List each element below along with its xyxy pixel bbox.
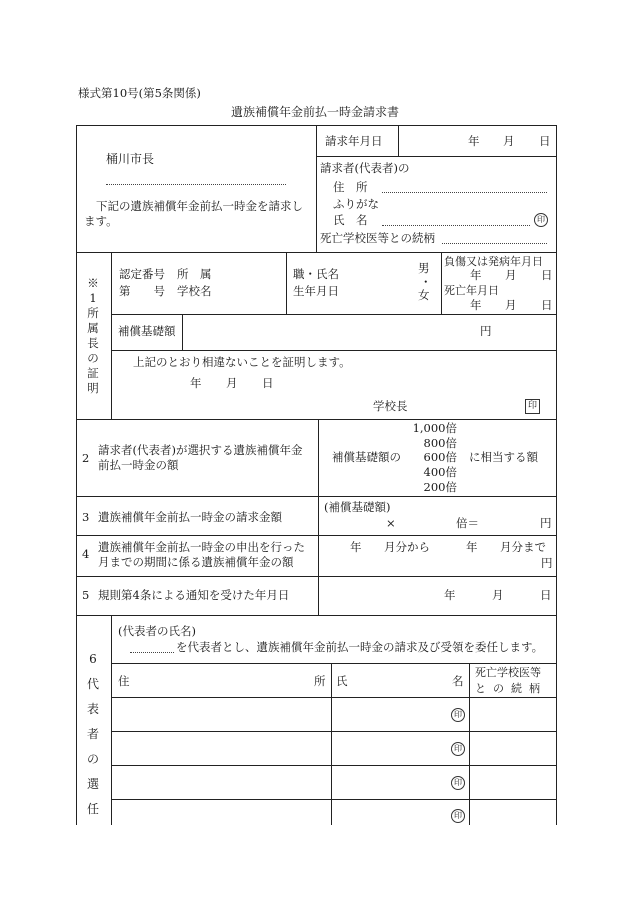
col-relation-1: 死亡学校医等 — [475, 666, 541, 679]
form-title: 遺族補償年金前払一時金請求書 — [230, 105, 399, 119]
addressee: 桶川市長 — [106, 152, 155, 166]
section3-multiplier-field[interactable] — [400, 514, 452, 530]
multiplier-800[interactable]: 800倍 — [423, 436, 457, 450]
rep-row-4-name[interactable] — [334, 802, 444, 824]
rep-row-3-address[interactable] — [114, 768, 328, 796]
rep-row-1-address[interactable] — [114, 700, 328, 728]
section3-times: × — [386, 516, 396, 530]
gender-separator: ・ — [420, 275, 432, 289]
section3-yen: 円 — [540, 516, 552, 530]
rep-row-4-address[interactable] — [114, 802, 328, 824]
rep-row-2-seal-icon: 印 — [451, 742, 465, 756]
rep-row-2-name[interactable] — [334, 734, 444, 762]
section1-side-label: ※1 所属長の証明 — [87, 276, 99, 395]
rep-row-1-name[interactable] — [334, 700, 444, 728]
request-date-label: 請求年月日 — [325, 134, 383, 148]
rep-name-label: (代表者の氏名) — [118, 624, 196, 638]
principal-label: 学校長 — [373, 399, 408, 413]
rep-row-3-seal-icon: 印 — [451, 776, 465, 790]
section5-year: 年 — [444, 588, 456, 602]
request-text: 下記の遺族補償年金前払一時金を請求します。 — [84, 199, 303, 228]
section4-to-text: 月分まで — [500, 540, 546, 554]
relation-label: 死亡学校医等との続柄 — [320, 231, 435, 245]
rep-row-2-address[interactable] — [114, 734, 328, 762]
multiplier-600[interactable]: 600倍 — [423, 450, 457, 464]
rep-name-field[interactable] — [130, 652, 174, 653]
multiplier-400[interactable]: 400倍 — [423, 465, 457, 479]
rep-row-1-seal-icon: 印 — [451, 708, 465, 722]
section2-number: 2 — [82, 451, 90, 465]
section5-label: 規則第4条による通知を受けた年月日 — [98, 588, 290, 602]
claimant-name-field[interactable] — [382, 225, 530, 226]
school-name-label: 学校名 — [177, 284, 212, 298]
section4-to-year: 年 — [466, 540, 478, 554]
section3-amount-field[interactable] — [485, 514, 537, 530]
death-day: 日 — [541, 298, 553, 312]
injury-month: 月 — [505, 268, 517, 282]
affiliation-label: 所 属 — [177, 267, 212, 281]
request-date-field[interactable] — [380, 134, 460, 150]
col-name-2: 名 — [452, 674, 464, 688]
request-date-day: 日 — [539, 134, 551, 148]
section2-suffix: に相当する額 — [469, 450, 538, 464]
cert-day: 日 — [262, 376, 274, 390]
col-address-2: 所 — [314, 674, 326, 688]
cert-no-value-label: 第 号 — [119, 284, 165, 298]
section6-side-label: 6 代表者の選任 — [86, 652, 99, 816]
death-date-label: 死亡年月日 — [444, 284, 499, 297]
base-amount-field[interactable] — [186, 318, 476, 346]
section3-bai-eq: 倍＝ — [456, 516, 479, 530]
rep-row-3-relation[interactable] — [472, 768, 554, 796]
section5-month: 月 — [492, 588, 504, 602]
injury-year: 年 — [470, 268, 482, 282]
multiplier-1000[interactable]: 1,000倍 — [412, 421, 457, 435]
col-address-1: 住 — [118, 674, 130, 688]
col-name-1: 氏 — [336, 674, 348, 688]
gender-female[interactable]: 女 — [418, 288, 430, 302]
request-date-year: 年 — [468, 134, 480, 148]
injury-date-label: 負傷又は発病年月日 — [444, 255, 543, 268]
base-amount-label: 補償基礎額 — [118, 324, 176, 338]
col-relation-2: との続柄 — [475, 682, 547, 695]
section3-base-paren: (補償基礎額) — [324, 500, 391, 514]
claimant-address-field[interactable] — [382, 192, 547, 193]
section4-from-text: 月分から — [384, 540, 430, 554]
section4-label: 遺族補償年金前払一時金の申出を行った月までの期間に係る遺族補償年金の額 — [98, 540, 305, 569]
claimant-name-label: 氏 名 — [333, 213, 368, 227]
section2-label: 請求者(代表者)が選択する遺族補償年金前払一時金の額 — [98, 443, 303, 472]
rep-row-2-relation[interactable] — [472, 734, 554, 762]
job-name-label: 職・氏名 — [293, 267, 339, 281]
cert-year: 年 — [190, 376, 202, 390]
request-date-month: 月 — [503, 134, 515, 148]
section5-day: 日 — [540, 588, 552, 602]
base-amount-yen: 円 — [480, 324, 492, 338]
rep-row-4-seal-icon: 印 — [451, 809, 465, 823]
birth-date-label: 生年月日 — [293, 284, 339, 298]
cert-no-label: 認定番号 — [119, 267, 165, 281]
claimant-furigana-label: ふりがな — [333, 197, 379, 211]
claimant-seal-icon: 印 — [534, 213, 548, 227]
section4-number: 4 — [82, 547, 90, 561]
section3-number: 3 — [82, 510, 90, 524]
addressee-underline — [106, 184, 286, 185]
principal-seal-icon: 印 — [525, 399, 540, 414]
section4-amount-field[interactable] — [430, 556, 535, 572]
section2-base-label: 補償基礎額の — [332, 450, 401, 464]
death-month: 月 — [505, 298, 517, 312]
section5-number: 5 — [82, 588, 90, 602]
rep-row-4-relation[interactable] — [472, 802, 554, 824]
rep-row-3-name[interactable] — [334, 768, 444, 796]
claimant-address-label: 住 所 — [333, 180, 368, 194]
certification-text: 上記のとおり相違ないことを証明します。 — [133, 355, 351, 369]
section4-yen: 円 — [541, 556, 553, 570]
section3-label: 遺族補償年金前払一時金の請求金額 — [98, 510, 282, 524]
gender-male[interactable]: 男 — [418, 261, 430, 275]
delegate-text: を代表者とし、遺族補償年金前払一時金の請求及び受領を委任します。 — [176, 640, 544, 654]
rep-row-1-relation[interactable] — [472, 700, 554, 728]
section4-from-year: 年 — [350, 540, 362, 554]
claimant-label: 請求者(代表者)の — [320, 161, 410, 175]
form-number: 様式第10号(第5条関係) — [78, 86, 201, 100]
death-year: 年 — [470, 298, 482, 312]
cert-month: 月 — [226, 376, 238, 390]
injury-day: 日 — [541, 268, 553, 282]
relation-field[interactable] — [442, 243, 547, 244]
multiplier-200[interactable]: 200倍 — [423, 480, 457, 494]
